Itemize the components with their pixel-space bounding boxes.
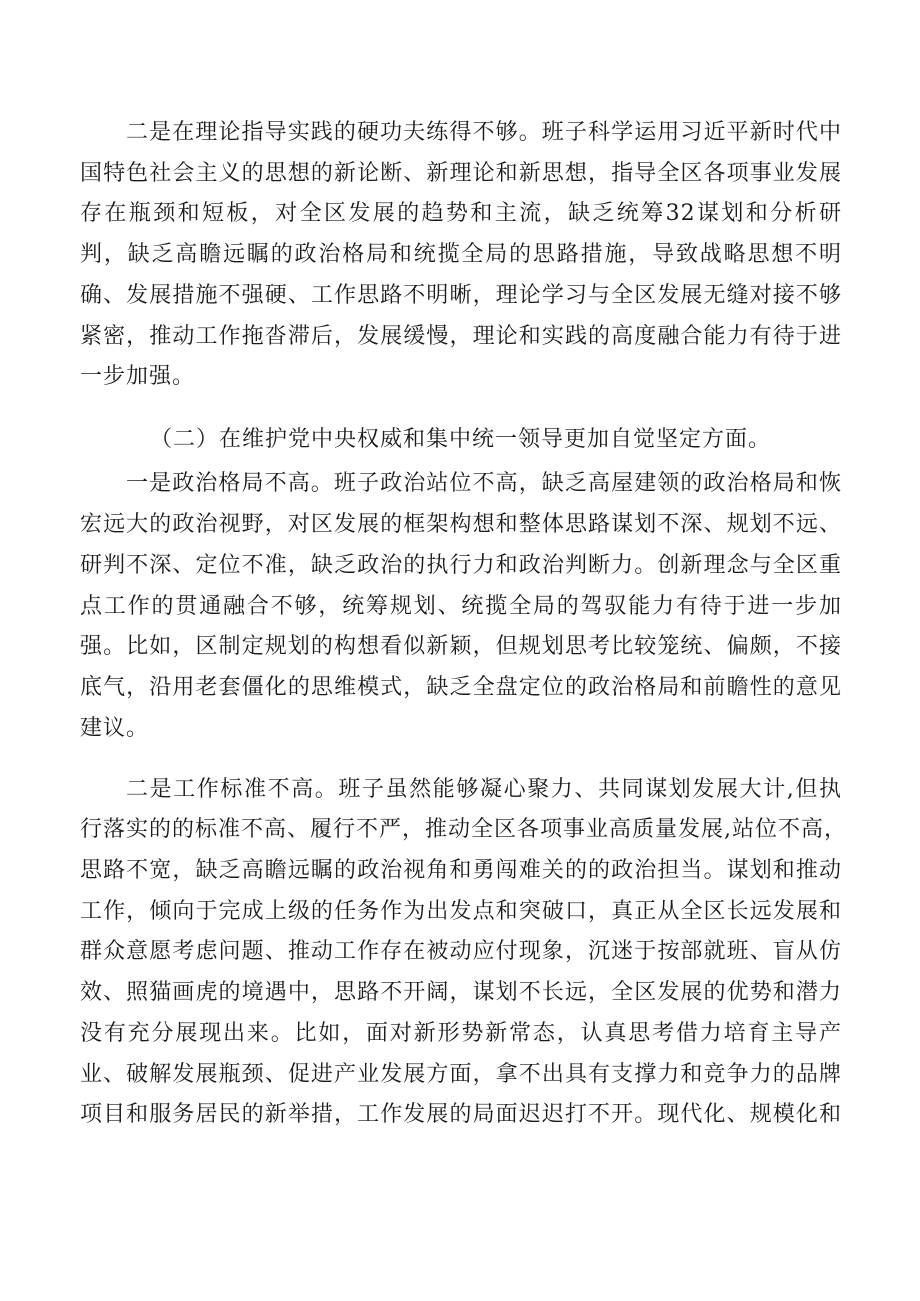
- paragraph-2-line-4: 点工作的贯通融合不够，统筹规划、统揽全局的驾驭能力有待于进一步加: [80, 594, 842, 619]
- paragraph-3-line-7: 没有充分展现出来。比如，面对新形势新常态，认真思考借力培育主导产: [80, 1021, 842, 1046]
- paragraph-3-line-8: 业、破解发展瓶颈、促进产业发展方面，拿不出具有支撑力和竞争力的品牌: [80, 1062, 842, 1087]
- paragraph-3-line-2: 行落实的的标准不高、履行不严，推动全区各项事业高质量发展,站位不高，: [80, 817, 847, 842]
- paragraph-1-line-6: 紧密，推动工作拖沓滞后，发展缓慢，理论和实践的高度融合能力有待于进: [80, 324, 842, 349]
- paragraph-3-line-1: 二是工作标准不高。班子虽然能够凝心聚力、共同谋划发展大计,但执: [126, 777, 842, 802]
- paragraph-3-line-6: 效、照猫画虎的境遇中，思路不开阔，谋划不长远，全区发展的优势和潜力: [80, 980, 842, 1005]
- paragraph-1-line-7: 一步加强。: [80, 364, 196, 389]
- section-heading: （二）在维护党中央权威和集中统一领导更加自觉坚定方面。: [150, 427, 772, 452]
- paragraph-3-line-9: 项目和服务居民的新举措，工作发展的局面迟迟打不开。现代化、规模化和: [80, 1102, 842, 1127]
- paragraph-1-line-5: 确、发展措施不强硬、工作思路不明晰，理论学习与全区发展无缝对接不够: [80, 283, 842, 308]
- paragraph-2-line-6: 底气，沿用老套僵化的思维模式，缺乏全盘定位的政治格局和前瞻性的意见: [80, 675, 842, 700]
- paragraph-1-line-3: 存在瓶颈和短板，对全区发展的趋势和主流，缺乏统筹32谋划和分析研: [80, 201, 842, 226]
- paragraph-3-line-5: 群众意愿考虑问题、推动工作存在被动应付现象，沉迷于按部就班、盲从仿: [80, 939, 842, 964]
- paragraph-2-line-2: 宏远大的政治视野，对区发展的框架构想和整体思路谋划不深、规划不远、: [80, 512, 842, 537]
- paragraph-2-line-5: 强。比如，区制定规划的构想看似新颖，但规划思考比较笼统、偏颇，不接: [80, 634, 842, 659]
- paragraph-3-line-3: 思路不宽，缺乏高瞻远瞩的政治视角和勇闯难关的的政治担当。谋划和推动: [80, 858, 842, 883]
- paragraph-1-line-4: 判，缺乏高瞻远瞩的政治格局和统揽全局的思路措施，导致战略思想不明: [80, 242, 842, 267]
- paragraph-1-line-1: 二是在理论指导实践的硬功夫练得不够。班子科学运用习近平新时代中: [126, 120, 842, 145]
- paragraph-2-line-3: 研判不深、定位不准，缺乏政治的执行力和政治判断力。创新理念与全区重: [80, 553, 842, 578]
- paragraph-2-line-1: 一是政治格局不高。班子政治站位不高，缺乏高屋建领的政治格局和恢: [126, 471, 842, 496]
- paragraph-3-line-4: 工作，倾向于完成上级的任务作为出发点和突破口，真正从全区长远发展和: [80, 899, 842, 924]
- paragraph-1-line-2: 国特色社会主义的思想的新论断、新理论和新思想，指导全区各项事业发展: [80, 161, 842, 186]
- paragraph-2-line-7: 建议。: [80, 716, 150, 741]
